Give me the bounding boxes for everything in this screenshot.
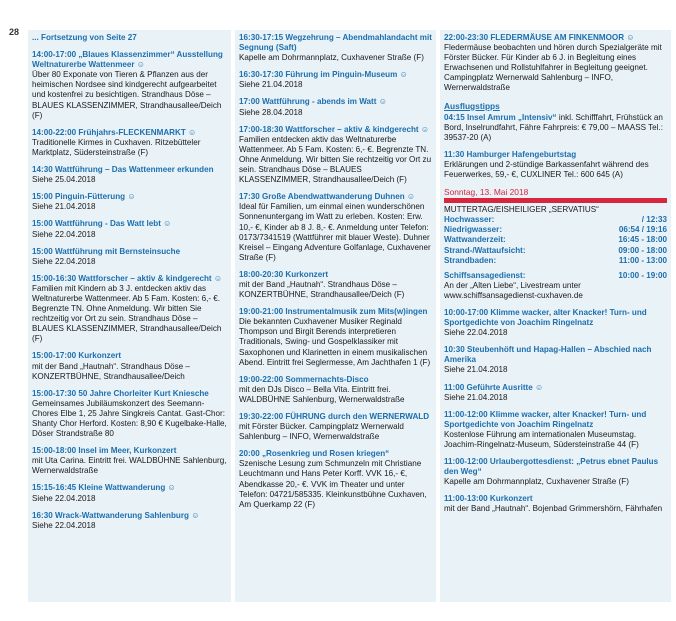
entry-title: 14:00-22:00 Frühjahrs-FLECKENMARKT ☺ <box>32 127 197 137</box>
list-item <box>32 351 227 381</box>
tide-label: Strandbaden: <box>444 255 497 265</box>
entry-text: mit der Band „Hautnah“. Strandhaus Döse – KONZERTBÜHNE, Strandhausallee/Deich (F) <box>239 279 405 300</box>
entry-text: mit der Band „Hautnah“. Strandhaus Döse – KONZERTBÜHNE, Strandhausallee/Deich <box>32 361 190 381</box>
tide-value: / 12:33 <box>641 215 667 225</box>
entry-text: Siehe 21.04.2018 <box>444 392 508 402</box>
entry-title: 17:30 Große Abendwattwanderung Duhnen ☺ <box>239 192 416 202</box>
list-item <box>32 446 227 476</box>
tide-value: 09:00 - 18:00 <box>618 245 667 255</box>
list-item <box>444 33 667 94</box>
list-item <box>444 410 667 450</box>
tide-row <box>444 225 667 235</box>
section-heading-excursions: Ausflugstipps <box>444 100 500 111</box>
entry-title: 10:00-17:00 Klimme wacker, alter Knacker! Turn- und Sportgedichte von Joachim Ringelnatz <box>444 307 647 328</box>
column-3 <box>440 30 671 602</box>
tide-value: 06:54 / 19:16 <box>618 225 667 235</box>
list-item <box>444 150 667 180</box>
page-number: 28 <box>9 27 20 37</box>
list-item <box>239 70 432 90</box>
list-item <box>444 383 667 403</box>
column-1 <box>28 30 231 602</box>
day-title: MUTTERTAG/EISHEILIGER „SERVATIUS“ <box>444 205 599 215</box>
list-item <box>239 192 432 263</box>
entry-text: Kapelle am Dohrmannplatz, Cuxhavener Straße (F) <box>239 53 424 63</box>
list-item <box>32 219 227 239</box>
entry-text: mit Uta Carina. Eintritt frei. WALDBÜHNE Sahlenburg, Wernerwaldstraße <box>32 456 227 476</box>
entry-title: 16:30-17:30 Führung im Pinguin-Museum ☺ <box>239 70 408 80</box>
list-item <box>239 307 432 368</box>
list-item <box>32 128 227 158</box>
entry-text: Szenische Lesung zum Schmunzeln mit Christiane Leuchtmann und Hans Peter Korff. VVK 16,- €, Abendkasse 20,- €. VVK im Theater und unter Telefon: 04721/585335. Kleinkunstbühne Cuxhaven, Am Querkamp 22 (F) <box>239 459 427 509</box>
tide-row <box>444 215 667 225</box>
list-item <box>32 483 227 503</box>
tide-row <box>444 235 667 245</box>
list-item <box>239 449 432 510</box>
entry-text: Fledermäuse beobachten und hören durch Spezialgeräte mit Förster Bücker. Für Kinder ab 6 J. in Begleitung eines Erwachsenen und Rollstuhlfahrer in Begleitung geeignet. Campingplatz Wernerwald Sahlenburg – INFO, Wernerwaldstraße <box>444 43 662 93</box>
entry-text: Siehe 28.04.2018 <box>239 107 303 117</box>
entry-title: 15:15-16:45 Kleine Wattwanderung ☺ <box>32 483 176 493</box>
list-item <box>32 192 227 212</box>
entry-text: Traditionelle Kirmes in Cuxhaven. Ritzebütteler Marktplatz, Südersteinstraße (F) <box>32 137 201 157</box>
entry-text: Siehe 22.04.2018 <box>444 328 508 338</box>
entry-title: 18:00-20:30 Kurkonzert <box>239 269 329 279</box>
list-item <box>444 113 667 143</box>
entry-text: Gemeinsames Jubiläumskonzert des Seemann-Chores Elbe 1, 25 Jahre Singkreis Cantat. Gast-Chor: Shanty Chor Herford. Kosten: 8,90 € Kugelbake-Halle, Döser Strandstraße 80 <box>32 398 227 439</box>
entry-title: 10:30 Steubenhöft und Hapag-Hallen – Abschied nach Amerika <box>444 345 652 365</box>
tide-value: 16:45 - 18:00 <box>618 235 667 245</box>
entry-text: Siehe 25.04.2018 <box>32 175 96 185</box>
tide-label: Hochwasser: <box>444 215 495 225</box>
ship-announcement-row <box>444 271 667 281</box>
tide-row <box>444 256 667 266</box>
entry-title: 15:00-17:30 50 Jahre Chorleiter Kurt Kniesche <box>32 388 209 398</box>
entry-title: 14:30 Wattführung – Das Wattenmeer erkunden <box>32 165 214 175</box>
entry-title: ... Fortsetzung von Seite 27 <box>32 33 137 42</box>
entry-title: 04:15 Insel Amrum „Intensiv“ <box>444 112 557 122</box>
date-divider <box>444 198 667 203</box>
entry-text: Über 80 Exponate von Tieren & Pflanzen aus der heimischen Nordsee sind kindgerecht aufgearbeitet und kostenfrei zu besichtigen. Strandhaus Döse – BLAUES KLASSENZIMMER, Strandhausallee/Deich (F) <box>32 70 222 120</box>
entry-title: 15:00 Wattführung mit Bernsteinsuche <box>32 246 181 256</box>
ship-announcement-text: An der „Alten Liebe“, Livestream unter www.schiffsansagedienst-cuxhaven.de <box>444 280 583 300</box>
entry-text: Siehe 22.04.2018 <box>32 493 96 503</box>
list-item <box>444 345 667 375</box>
entry-title: 15:00-16:30 Wattforscher – aktiv & kindgerecht ☺ <box>32 273 223 283</box>
list-item <box>32 165 227 185</box>
list-item <box>444 457 667 487</box>
list-item <box>32 389 227 439</box>
date-heading: Sonntag, 13. Mai 2018 <box>444 187 529 198</box>
entry-text: Kapelle am Dohrmannplatz, Cuxhavener Straße (F) <box>444 477 629 487</box>
entry-text: Siehe 21.04.2018 <box>32 202 96 212</box>
entry-title: 11:00-12:00 Urlaubergottesdienst: „Petrus ebnet Paulus den Weg“ <box>444 457 659 477</box>
tide-value: 11:00 - 13:00 <box>618 255 667 265</box>
entry-title: 15:00-17:00 Kurkonzert <box>32 351 122 361</box>
ship-announcement-label: Schiffsansagedienst: <box>444 270 526 280</box>
entry-title: 15:00 Wattführung - Das Watt lebt ☺ <box>32 219 172 229</box>
tide-label: Niedrigwasser: <box>444 225 503 235</box>
entry-title: 11:00-12:00 Klimme wacker, alter Knacker! Turn- und Sportgedichte von Joachim Ringelnatz <box>444 409 647 429</box>
entry-title: 16:30-17:15 Wegzehrung – Abendmahlandacht mit Segnung (Saft) <box>239 33 432 53</box>
list-item <box>239 412 432 442</box>
entry-title: 17:00-18:30 Wattforscher – aktiv & kindgerecht ☺ <box>239 124 430 134</box>
column-2 <box>235 30 436 602</box>
entry-title: 20:00 „Rosenkrieg und Rosen kriegen“ <box>239 449 390 459</box>
entry-title: 11:30 Hamburger Hafengeburtstag <box>444 149 577 159</box>
list-item <box>32 274 227 345</box>
list-item <box>32 50 227 121</box>
list-item <box>444 308 667 338</box>
entry-text: Erklärungen und 2-stündige Barkassenfahrt während des Feuerwerkes, 59,- €, CUXLINER Tel.: 600 645 (A) <box>444 159 649 180</box>
entry-title: 19:00-21:00 Instrumentalmusik zum Mits(w)ingen <box>239 307 428 317</box>
entry-text: Siehe 22.04.2018 <box>32 229 96 239</box>
entry-text: Familien mit Kindern ab 3 J. entdecken aktiv das Weltnaturerbe Wattenmeer. Ab 5 Fam. Kosten: 6,- €. Begrenzte TN. Ohne Anmeldung. Wir bitten Sie rechtzeitig vor Ort zu sein. Strandhaus Döse – BLAUES KLASSENZIMMER, Strandhausallee/Deich (F) <box>32 283 222 344</box>
entry-title: 15:00-18:00 Insel im Meer, Kurkonzert <box>32 446 177 456</box>
list-item <box>32 247 227 267</box>
ship-announcement-time: 10:00 - 19:00 <box>618 270 667 280</box>
entry-title: 17:00 Wattführung - abends im Watt ☺ <box>239 97 387 107</box>
entry-text: Kostenlose Führung am internationalen Museumstag. Joachim-Ringelnatz-Museum, Südersteinstraße 44 (F) <box>444 429 639 449</box>
entry-title: 16:30 Wrack-Wattwanderung Sahlenburg ☺ <box>32 510 200 520</box>
entry-title: 19:00-22:00 Sommernachts-Disco <box>239 374 369 384</box>
entry-text: Die bekannten Cuxhavener Musiker Reginald Thompson und Birgit Berends interpretieren Traditionals, Swing- und Gospelklassiker mit Saxophonen und Klarinetten in einem musikalischen Abend. Eintritt frei Seglermesse, Am Jachthafen 1 (F) <box>239 317 431 367</box>
list-item <box>239 33 432 63</box>
entry-text: Familien entdecken aktiv das Weltnaturerbe Wattenmeer. Ab 5 Fam. Kosten: 6,- €. Begrenzte TN. Ohne Anmeldung. Wir bitten Sie rechtzeitig vor Ort zu sein. Strandhaus Döse – BLAUES KLASSENZIMMER, Strandhausallee/Deich (F) <box>239 134 432 185</box>
entry-text: inkl. Schifffahrt, Frühstück an Bord, Inselrundfahrt, Fähre Fahrpreis: € 79,00 – MAASS Tel.: 39537-20 (A) <box>444 112 663 142</box>
list-item <box>239 125 432 186</box>
tide-label: Strand-/Wattaufsicht: <box>444 245 526 255</box>
entry-title: 19:30-22:00 FÜHRUNG durch den WERNERWALD <box>239 412 430 421</box>
entry-text: Siehe 21.04.2018 <box>444 365 508 375</box>
tide-label: Wattwanderzeit: <box>444 235 506 245</box>
entry-text: Ideal für Familien, um einmal einen wunderschönen Sonnenuntergang im Watt zu erleben. Kosten: Erw. 10,- €, Kinder ab 8 J. 8,- €. Anmeldung unter Telefon: 0173/7341519 (Wattführer mit blauer Weste). Duhner Kreisel – Eingang Adventure Golfanlage, Cuxhavener Straße (F) <box>239 202 431 262</box>
entry-text: mit der Band „Hautnah“. Bojenbad Grimmershörn, Fährhafen <box>444 504 663 514</box>
list-item <box>239 97 432 117</box>
entry-title: 11:00-13:00 Kurkonzert <box>444 494 533 504</box>
tide-row <box>444 246 667 256</box>
list-item <box>32 511 227 531</box>
entry-title: 15:00 Pinguin-Fütterung ☺ <box>32 192 136 202</box>
list-item <box>32 33 227 43</box>
list-item <box>444 494 667 514</box>
entry-title: 11:00 Geführte Ausritte ☺ <box>444 382 544 392</box>
entry-title: 14:00-17:00 „Blaues Klassenzimmer“ Ausstellung Weltnaturerbe Wattenmeer ☺ <box>32 50 223 70</box>
list-item <box>239 270 432 300</box>
entry-text: mit den DJs Disco – Bella Vita. Eintritt frei. WALDBÜHNE Sahlenburg, Wernerwaldstraße <box>239 384 405 404</box>
entry-title: 22:00-23:30 FLEDERMÄUSE AM FINKENMOOR ☺ <box>444 33 635 42</box>
entry-text: mit Förster Bücker. Campingplatz Wernerwald Sahlenburg – INFO, Wernerwaldstraße <box>239 422 404 442</box>
list-item <box>239 375 432 405</box>
entry-text: Siehe 22.04.2018 <box>32 520 96 530</box>
entry-text: Siehe 21.04.2018 <box>239 80 303 90</box>
entry-text: Siehe 22.04.2018 <box>32 256 96 266</box>
